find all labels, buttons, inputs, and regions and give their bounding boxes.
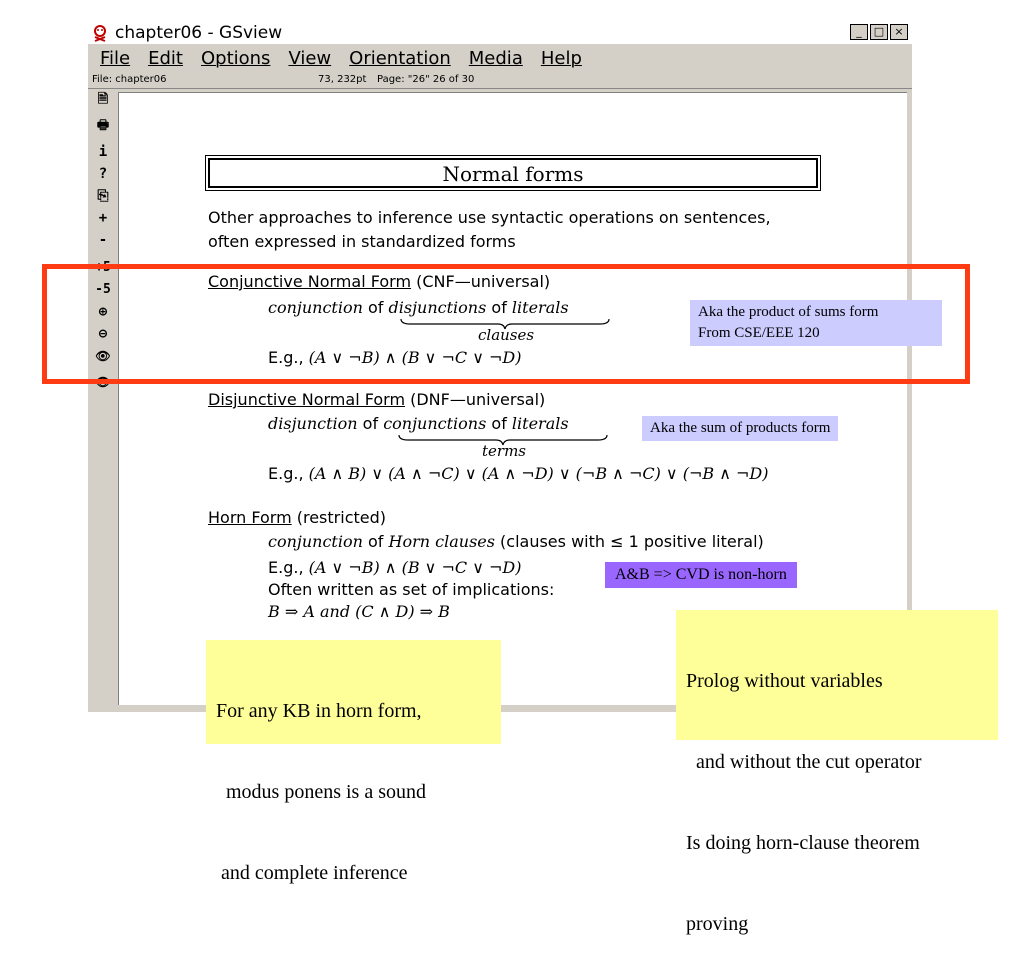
menu-media[interactable]: Media — [468, 47, 523, 69]
maximize-button[interactable]: □ — [870, 24, 888, 40]
cnf-aka-line-2: From CSE/EEE 120 — [698, 325, 820, 341]
horn-example — [268, 558, 521, 577]
kb-line-3: and complete inference — [216, 862, 408, 884]
menu-bar — [88, 44, 912, 72]
horn-description — [268, 532, 764, 551]
help-icon[interactable]: ? — [98, 166, 108, 182]
goto-page-icon[interactable]: ⎘ — [97, 188, 109, 204]
prolog-line-2: and without the cut operator — [686, 751, 922, 773]
horn-heading: Horn Form — [208, 508, 292, 527]
dnf-example-formula: (A ∧ B) ∨ (A ∧ ¬C) ∨ (A ∧ ¬D) ∨ (¬B ∧ ¬C) ∨ (¬B ∧ ¬D) — [308, 464, 769, 483]
menu-orientation[interactable]: Orientation — [349, 47, 451, 69]
cnf-heading: Conjunctive Normal Form — [208, 272, 412, 291]
dnf-desc-of-2: of — [486, 414, 512, 433]
window-title: chapter06 - GSview — [115, 23, 283, 43]
menu-options[interactable]: Options — [200, 47, 271, 69]
minimize-button[interactable]: _ — [850, 24, 868, 40]
horn-implications-text: Often written as set of implications: — [268, 580, 555, 599]
view-all-icon[interactable]: 👁 — [95, 375, 111, 389]
cnf-heading-suffix: (CNF—universal) — [411, 272, 551, 291]
dnf-heading-suffix: (DNF—universal) — [405, 390, 546, 409]
dnf-example — [268, 464, 769, 483]
skip-forward-5-icon[interactable]: +5 — [95, 260, 111, 275]
prolog-line-1: Prolog without variables — [686, 670, 883, 692]
menu-view[interactable]: View — [288, 47, 332, 69]
intro-line-2: often expressed in standardized forms — [208, 232, 516, 251]
dnf-desc-disjunction: disjunction — [268, 414, 358, 433]
cnf-desc-conjunction: conjunction — [268, 298, 363, 317]
cnf-desc-of-1: of — [362, 298, 389, 317]
horn-desc-detail: (clauses with ≤ 1 positive literal) — [494, 532, 764, 551]
cnf-example-formula: (A ∨ ¬B) ∧ (B ∨ ¬C ∨ ¬D) — [308, 348, 522, 367]
slide-title: Normal forms — [442, 162, 584, 186]
previous-page-icon[interactable]: - — [98, 232, 108, 248]
dnf-desc-conjunctions: conjunctions — [383, 414, 487, 433]
horn-heading-suffix: (restricted) — [291, 508, 386, 527]
zoom-in-icon[interactable]: ⊕ — [98, 304, 108, 320]
horn-example-formula: (A ∨ ¬B) ∧ (B ∨ ¬C ∨ ¬D) — [308, 558, 522, 577]
close-button[interactable]: × — [890, 24, 908, 40]
zoom-out-icon[interactable]: ⊖ — [98, 326, 108, 342]
next-page-icon[interactable]: + — [98, 210, 108, 226]
status-coords: 73, 232pt — [318, 74, 367, 85]
status-page: Page: "26" 26 of 30 — [377, 74, 475, 85]
info-icon[interactable]: i — [98, 144, 108, 160]
horn-heading-line — [208, 508, 386, 527]
prolog-line-3: Is doing horn-clause theorem — [686, 832, 920, 854]
dnf-description — [268, 414, 569, 433]
kb-line-2: modus ponens is a sound — [216, 781, 426, 803]
status-file: File: chapter06 — [92, 74, 167, 85]
dnf-heading-line — [208, 390, 545, 409]
cnf-aka-note — [690, 300, 942, 346]
cnf-desc-disjunctions: disjunctions — [388, 298, 487, 317]
cnf-aka-line-1: Aka the product of sums form — [698, 304, 879, 320]
cnf-example-label: E.g., — [268, 348, 309, 367]
horn-implications-formula: B ⇒ A and (C ∧ D) ⇒ B — [268, 602, 450, 621]
open-file-icon[interactable]: 🗎 — [97, 92, 109, 107]
gsview-app-icon[interactable] — [91, 24, 109, 42]
dnf-desc-literals: literals — [511, 414, 569, 433]
nonhorn-note: A&B => CVD is non-horn — [605, 562, 797, 588]
dnf-example-label: E.g., — [268, 464, 309, 483]
dnf-aka-note: Aka the sum of products form — [642, 416, 838, 441]
dnf-brace-label: terms — [482, 442, 526, 460]
dnf-heading: Disjunctive Normal Form — [208, 390, 406, 409]
horn-desc-conjunction: conjunction — [268, 532, 363, 551]
menu-edit[interactable]: Edit — [148, 47, 183, 69]
prolog-line-4: proving — [686, 913, 749, 935]
cnf-desc-of-2: of — [486, 298, 512, 317]
menu-file[interactable]: File — [100, 47, 131, 69]
print-icon[interactable]: 🖶 — [96, 118, 110, 133]
cnf-brace-label: clauses — [478, 326, 535, 344]
horn-desc-horn-clauses: Horn clauses — [388, 532, 495, 551]
title-bar[interactable] — [88, 22, 912, 44]
dnf-desc-of-1: of — [357, 414, 384, 433]
menu-help[interactable]: Help — [540, 47, 582, 69]
slide-title-box — [208, 158, 818, 188]
status-bar — [88, 72, 912, 89]
view-icon[interactable]: 👁 — [95, 349, 111, 363]
kb-note — [206, 640, 501, 884]
horn-example-label: E.g., — [268, 558, 309, 577]
cnf-desc-literals: literals — [511, 298, 569, 317]
horn-desc-of: of — [362, 532, 389, 551]
intro-line-1: Other approaches to inference use syntactic operations on sentences, — [208, 208, 771, 227]
skip-back-5-icon[interactable]: -5 — [95, 282, 111, 297]
prolog-note — [676, 610, 998, 935]
kb-line-1: For any KB in horn form, — [216, 700, 422, 722]
